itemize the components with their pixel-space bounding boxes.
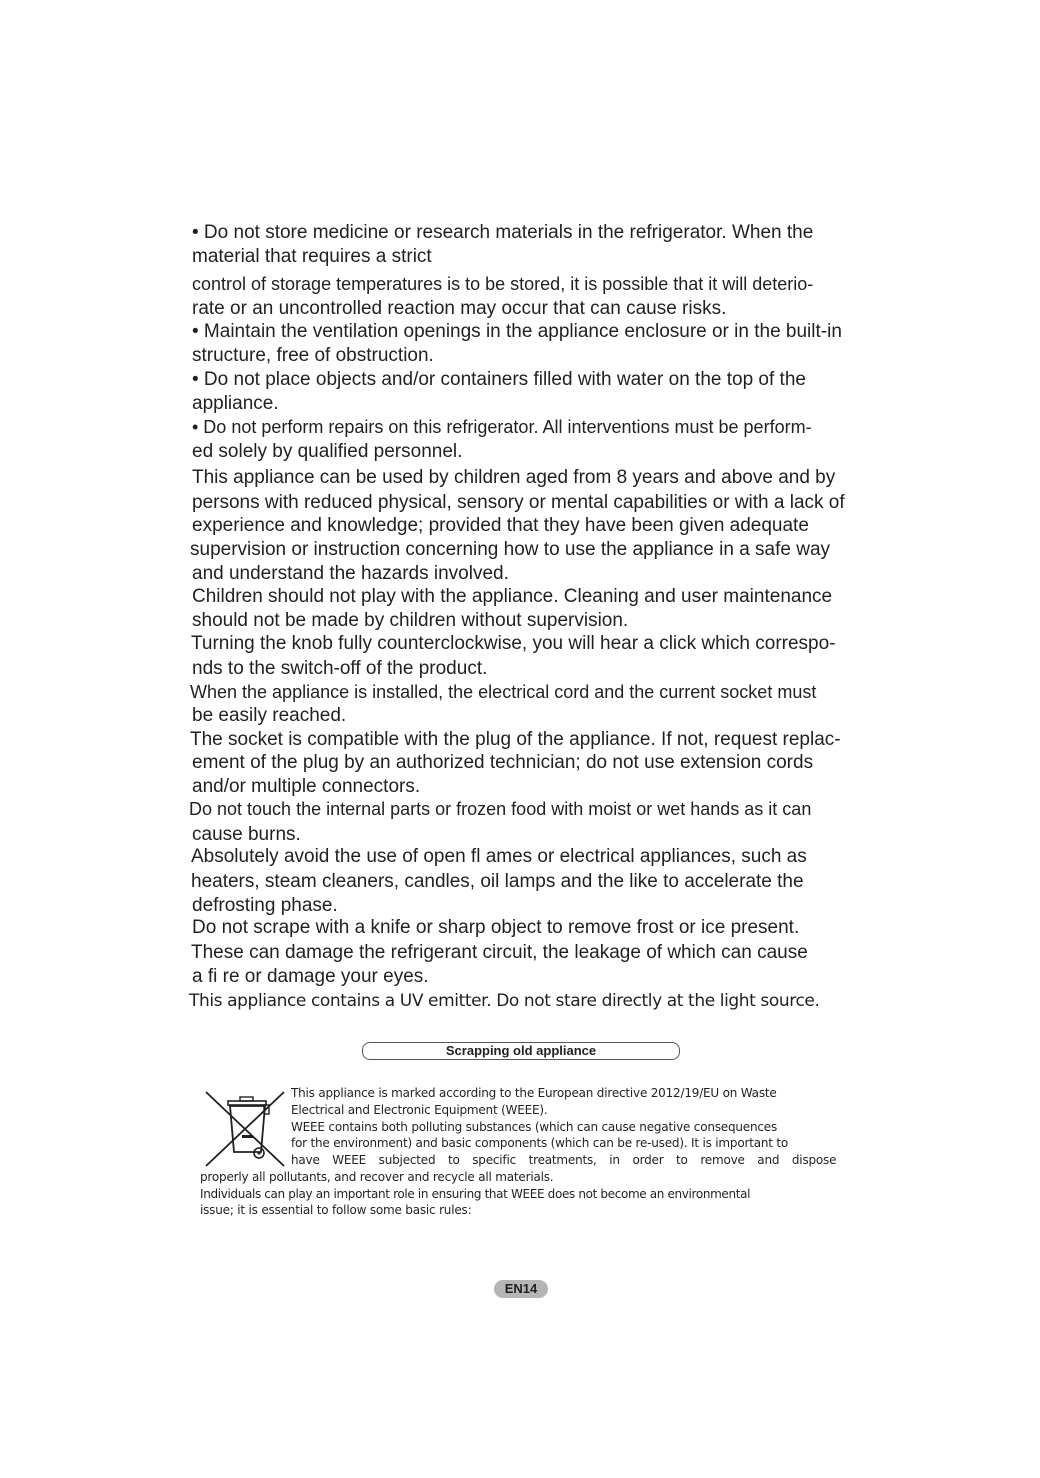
body-line: heaters, steam cleaners, candles, oil lamps and the like to accelerate the [191, 871, 804, 892]
weee-line: issue; it is essential to follow some basic rules: [200, 1203, 472, 1217]
body-line: control of storage temperatures is to be stored, it is possible that it will deterio- [192, 274, 814, 294]
body-line: material that requires a strict [192, 246, 432, 267]
body-line: • Maintain the ventilation openings in the appliance enclosure or in the built-in [192, 321, 842, 342]
weee-line: properly all pollutants, and recover and recycle all materials. [200, 1170, 554, 1184]
body-line: supervision or instruction concerning how to use the appliance in a safe way [190, 539, 831, 560]
weee-line: WEEE contains both polluting substances (which can cause negative consequences [291, 1120, 778, 1134]
body-line: These can damage the refrigerant circuit, the leakage of which can cause [191, 942, 808, 963]
body-line: cause burns. [192, 824, 301, 845]
weee-line: have WEEE subjected to specific treatments, in order to remove and dispose [291, 1153, 837, 1167]
body-line: rate or an uncontrolled reaction may occur that can cause risks. [192, 298, 727, 319]
body-line: • Do not store medicine or research materials in the refrigerator. When the [192, 222, 814, 243]
body-line: persons with reduced physical, sensory or mental capabilities or with a lack of [192, 492, 845, 513]
uv-warning-line: This appliance contains a UV emitter. Do not stare directly at the light source. [189, 991, 820, 1011]
body-line: Children should not play with the appliance. Cleaning and user maintenance [192, 586, 833, 607]
body-line: When the appliance is installed, the electrical cord and the current socket must [190, 682, 817, 702]
body-line: The socket is compatible with the plug of the appliance. If not, request replac- [190, 729, 841, 750]
body-line: appliance. [192, 393, 279, 414]
body-line: This appliance can be used by children aged from 8 years and above and by [192, 467, 836, 488]
body-line: should not be made by children without supervision. [192, 610, 629, 631]
weee-line: Electrical and Electronic Equipment (WEEE). [291, 1103, 548, 1117]
crossed-out-wheelie-bin-icon [204, 1088, 288, 1170]
body-line: Do not scrape with a knife or sharp object to remove frost or ice present. [192, 917, 800, 938]
weee-line: for the environment) and basic components (which can be re-used). It is important to [291, 1136, 789, 1150]
body-line: Absolutely avoid the use of open fl ames or electrical appliances, such as [191, 846, 807, 867]
body-line: structure, free of obstruction. [192, 345, 434, 366]
body-line: Turning the knob fully counterclockwise, you will hear a click which correspo- [191, 633, 836, 654]
body-line: ed solely by qualified personnel. [192, 441, 463, 462]
body-line: a fi re or damage your eyes. [192, 966, 429, 987]
weee-line: Individuals can play an important role in ensuring that WEEE does not become an environmental [200, 1187, 751, 1201]
body-line: and/or multiple connectors. [192, 776, 421, 797]
body-line: nds to the switch-off of the product. [192, 658, 488, 679]
body-line: ement of the plug by an authorized technician; do not use extension cords [192, 752, 814, 773]
body-line: be easily reached. [192, 705, 347, 726]
body-line: and understand the hazards involved. [192, 563, 509, 584]
body-line: experience and knowledge; provided that they have been given adequate [192, 515, 809, 536]
body-line: • Do not perform repairs on this refrigerator. All interventions must be perform- [192, 417, 812, 437]
body-line: • Do not place objects and/or containers filled with water on the top of the [192, 369, 806, 390]
body-line: defrosting phase. [192, 895, 338, 916]
weee-line: This appliance is marked according to the European directive 2012/19/EU on Waste [291, 1086, 777, 1100]
page-number-badge: EN14 [494, 1280, 548, 1298]
section-heading-scrapping: Scrapping old appliance [362, 1042, 680, 1060]
body-line: Do not touch the internal parts or frozen food with moist or wet hands as it can [189, 799, 812, 819]
